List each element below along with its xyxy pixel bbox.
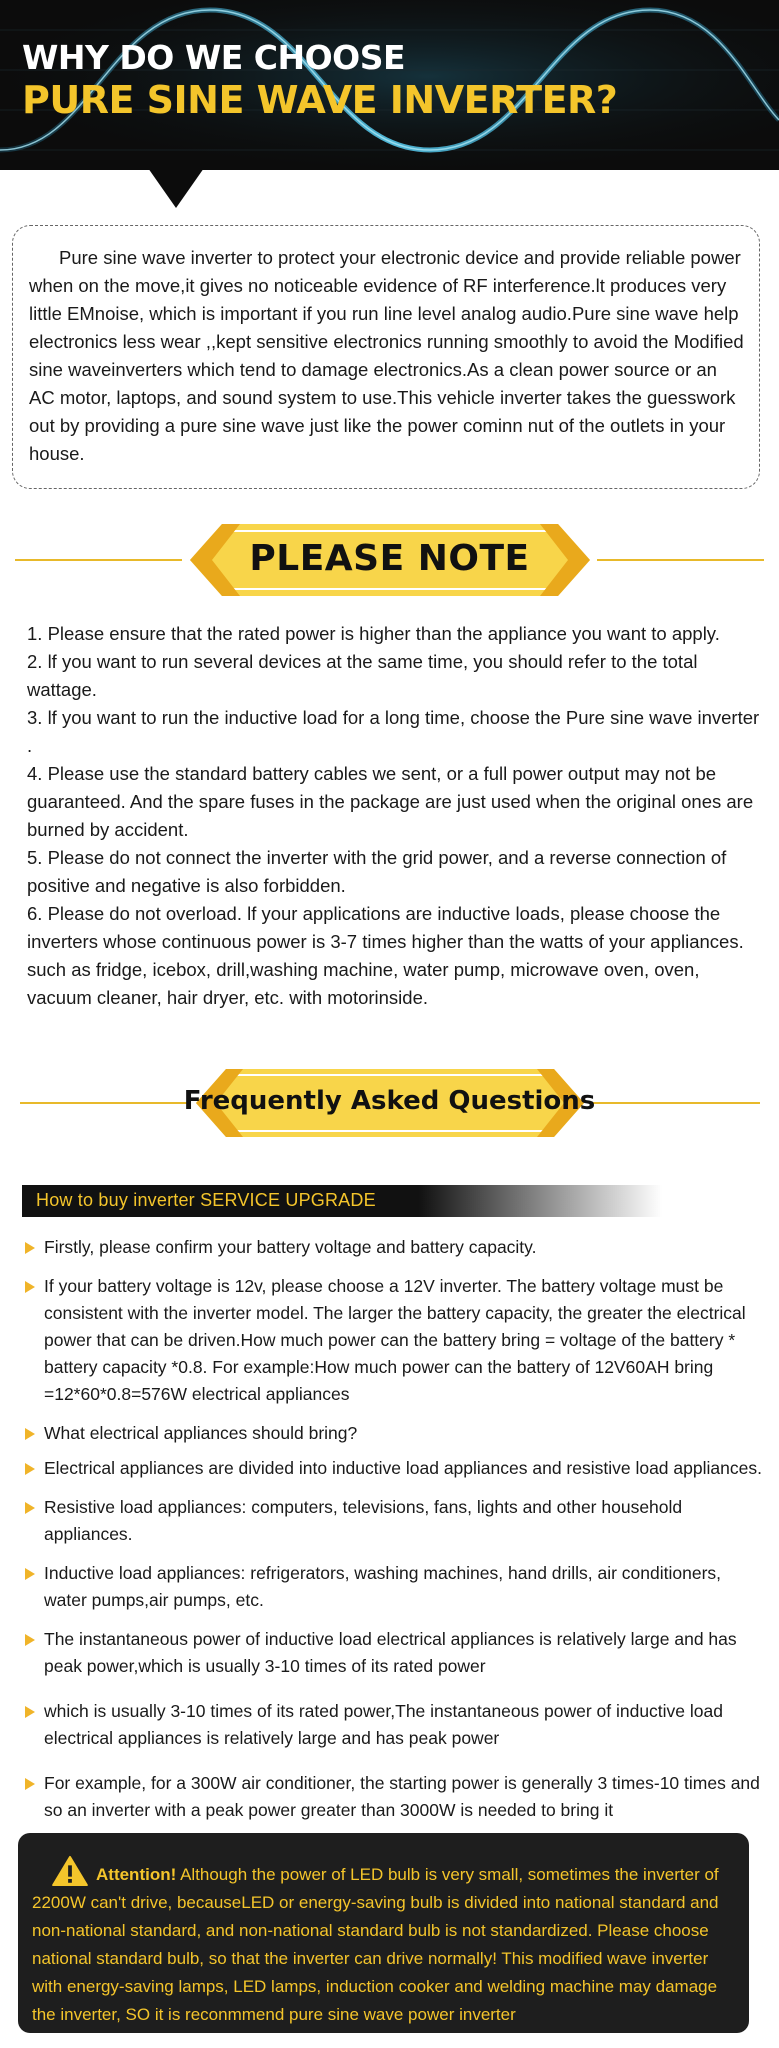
attention-box [18,1833,749,2033]
faq-item-text: Firstly, please confirm your battery voltage and battery capacity. [44,1237,537,1257]
faq-item [22,1494,762,1548]
intro-text: Pure sine wave inverter to protect your electronic device and provide reliable power when on the move,it gives no noticeable evidence of RF interference.lt produces very little EMnoise, which is important if you run line level analog audio.Pure sine wave help electronics less wear ,,kept sensitive electronics running smoothly to avoid the Modified sine waveinverters which tend to damage electronics.As a clean power source or an AC motor, laptops, and sound system to use.This vehicle inverter takes the guesswork out by providing a pure sine wave just like the power cominn nut of the outlets in your house. [29,247,744,464]
faq-item [22,1234,762,1261]
faq-item-text: which is usually 3-10 times of its rated power,The instantaneous power of inductive load electrical appliances is relatively large and has peak power [44,1701,723,1748]
faq-title: Frequently Asked Questions [183,1086,596,1116]
service-upgrade-label: How to buy inverter SERVICE UPGRADE [36,1190,376,1210]
note-item: 5. Please do not connect the inverter with the grid power, and a reverse connection of positive and negative is also forbidden. [27,847,727,896]
triangle-bullet-icon [25,1778,35,1790]
faq-item-text: The instantaneous power of inductive load electrical appliances is relatively large and has peak power,which is usually 3-10 times of its rated power [44,1629,737,1676]
note-item: 3. lf you want to run the inductive load for a long time, choose the Pure sine wave inverter . [27,707,760,756]
note-item: 6. Please do not overload. lf your applications are inductive loads, please choose the inverters whose continuous power is 3-7 times higher than the watts of your appliances. such as fridge, icebox, drill,washing machine, water pump, microwave oven, oven, vacuum cleaner, hair dryer, etc. with motorinside. [27,903,744,1008]
faq-item-text: Electrical appliances are divided into inductive load appliances and resistive load appliances. [44,1458,762,1478]
faq-item-text: For example, for a 300W air conditioner, the starting power is generally 3 times-10 times and so an inverter with a peak power greater than 3000W is needed to bring it [44,1773,760,1820]
faq-item [22,1560,762,1614]
service-upgrade-bar [22,1185,662,1217]
triangle-bullet-icon [25,1634,35,1646]
faq-item-text: What electrical appliances should bring? [44,1423,358,1443]
triangle-bullet-icon [25,1428,35,1440]
triangle-bullet-icon [25,1463,35,1475]
attention-paragraph [32,1855,733,2029]
faq-item [22,1420,762,1447]
attention-label: Attention! [96,1865,177,1884]
faq-item-text: If your battery voltage is 12v, please choose a 12V inverter. The battery voltage must be consistent with the inverter model. The larger the battery capacity, the greater the electrical power that can be driven.How much power can the battery bring = voltage of the battery * battery capacity *0.8. For example:How much power can the battery of 12V60AH bring =12*60*0.8=576W electrical appliances [44,1276,746,1404]
triangle-bullet-icon [25,1568,35,1580]
please-note-list [27,620,762,1012]
triangle-bullet-icon [25,1242,35,1254]
faq-item [22,1770,762,1824]
intro-box [12,225,760,489]
faq-item-text: Resistive load appliances: computers, televisions, fans, lights and other household appliances. [44,1497,683,1544]
please-note-banner [0,520,779,600]
note-item: 2. lf you want to run several devices at the same time, you should refer to the total wattage. [27,651,698,700]
faq-item [22,1626,762,1680]
hero-header [0,0,779,170]
faq-list [22,1234,762,1824]
attention-text: Although the power of LED bulb is very small, sometimes the inverter of 2200W can't drive, becauseLED or energy-saving bulb is divided into national standard and non-national standard, and non-national standard bulb is not standardized. Please choose national standard bulb, so that the inverter can drive normally! This modified wave inverter with energy-saving lamps, LED lamps, induction cooker and welding machine may damage the inverter, SO it is reconmmend pure sine wave power inverter [32,1865,719,2024]
faq-item-text: Inductive load appliances: refrigerators, washing machines, hand drills, air conditioners, water pumps,air pumps, etc. [44,1563,722,1610]
note-item: 1. Please ensure that the rated power is higher than the appliance you want to apply. [27,623,720,644]
header-title-line1: WHY DO WE CHOOSE [22,38,406,77]
faq-item [22,1455,762,1482]
warning-icon [50,1855,90,1887]
triangle-bullet-icon [25,1281,35,1293]
header-title-line2: PURE SINE WAVE INVERTER? [22,78,618,122]
faq-banner [0,1065,779,1141]
please-note-title: PLEASE NOTE [249,538,530,579]
header-pointer [148,168,204,208]
note-item: 4. Please use the standard battery cables we sent, or a full power output may not be guaranteed. And the spare fuses in the package are just used when the original ones are burned by accident. [27,763,754,840]
triangle-bullet-icon [25,1706,35,1718]
faq-item [22,1698,762,1752]
faq-item [22,1273,762,1408]
triangle-bullet-icon [25,1502,35,1514]
